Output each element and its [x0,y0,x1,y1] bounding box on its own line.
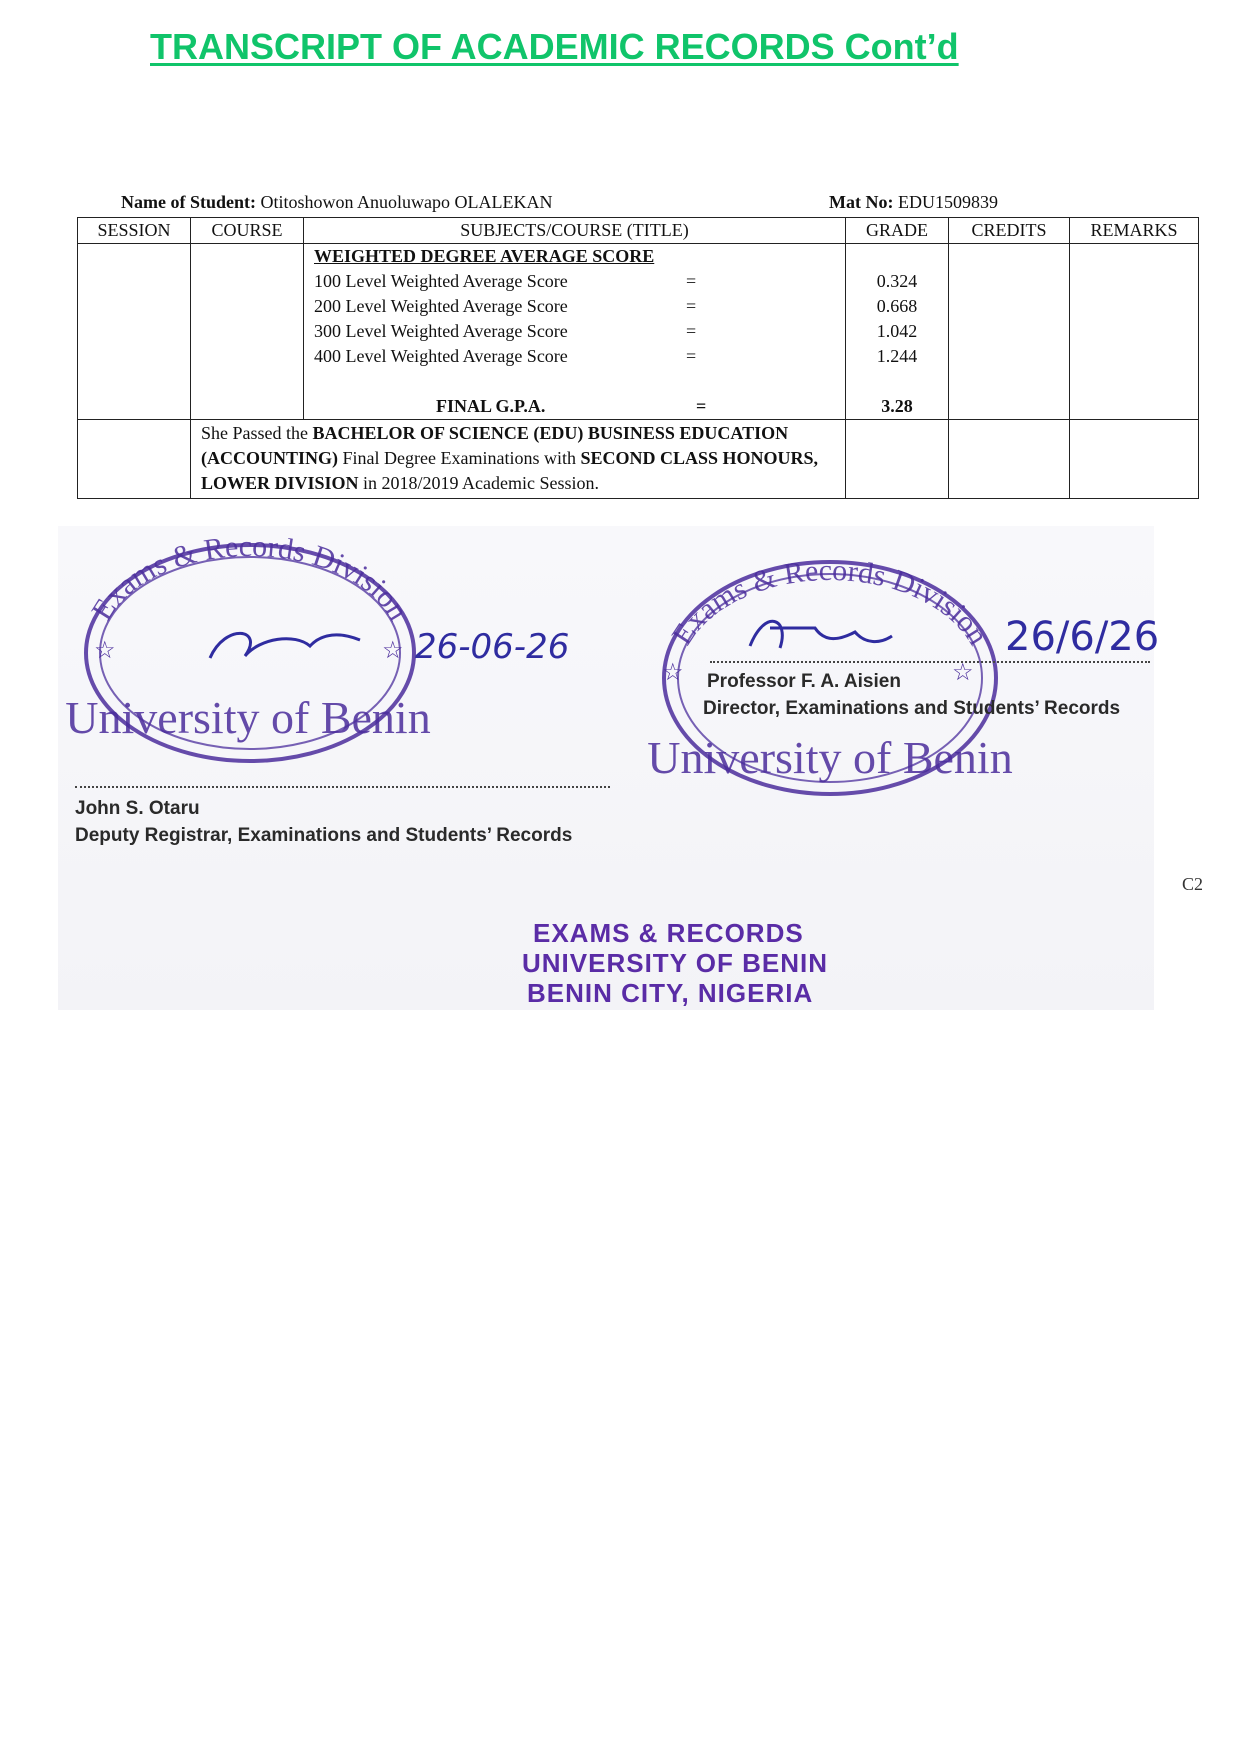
right-signature-date: 26/6/26 [1005,614,1160,660]
equals-sign: = [696,396,707,416]
right-signature-line [710,661,1150,663]
mat-no-value: EDU1509839 [897,192,998,212]
grade-value: 0.324 [876,271,918,291]
left-signature-date: 26-06-26 [415,627,570,667]
column-header-credits: CREDITS [949,218,1070,244]
course-cell [191,244,304,420]
page-code: C2 [1182,874,1204,894]
svg-text:Exams & Records Division [85,530,415,626]
final-gpa-label: FINAL G.P.A. [436,396,546,416]
right-signer-name: Professor F. A. Aisien [707,671,901,692]
grade-cell [846,420,949,499]
grade-value: 0.668 [876,296,918,316]
right-signature-icon [750,621,892,648]
transcript-table [77,217,1199,499]
level-row [314,294,835,319]
student-name-value: Otitoshowon Anuoluwapo OLALEKAN [260,192,553,212]
equals-sign: = [686,321,697,341]
right-stamp-bottom-text: University of Benin [647,732,1013,783]
equals-sign: = [686,271,697,291]
student-name-line [121,192,552,213]
final-gpa-row [314,394,835,419]
right-stamp-top-text: Exams & Records Division [665,553,995,651]
left-signature-line [75,786,610,788]
degree-statement: She Passed the BACHELOR OF SCIENCE (EDU) BUSINESS EDUCATION (ACCOUNTING) Final Degree Examinations with SECOND CLASS HONOURS, LOWER DIVISION in 2018/2019 Academic Session. [201,423,819,493]
credits-cell [949,244,1070,420]
mat-no-label: Mat No: [829,192,894,212]
left-university-stamp [60,528,570,768]
level-label: 300 Level Weighted Average Score [314,321,568,341]
svg-text:Exams & Records Division [665,554,994,651]
table-row [78,244,1199,420]
star-icon: ☆ [952,660,974,686]
grade-cell [846,244,949,420]
level-label: 400 Level Weighted Average Score [314,346,568,366]
level-label: 200 Level Weighted Average Score [314,296,568,316]
table-row [78,420,1199,499]
star-icon: ☆ [94,638,116,664]
mat-no-line [829,192,998,213]
left-signer-title: Deputy Registrar, Examinations and Students’ Records [75,825,573,846]
remarks-cell [1070,420,1199,499]
column-header-course: COURSE [191,218,304,244]
final-gpa-value: 3.28 [881,396,913,416]
star-icon: ☆ [382,638,404,664]
level-label: 100 Level Weighted Average Score [314,271,568,291]
degree-statement-cell [191,420,846,499]
column-header-subjects: SUBJECTS/COURSE (TITLE) [304,218,846,244]
bottom-stamp-line: UNIVERSITY OF BENIN [522,948,829,978]
left-stamp-bottom-text: University of Benin [65,692,431,743]
student-name-label: Name of Student: [121,192,256,212]
column-header-remarks: REMARKS [1070,218,1199,244]
column-header-grade: GRADE [846,218,949,244]
grade-value: 1.244 [876,346,918,366]
session-cell [78,420,191,499]
level-row [314,269,835,294]
star-icon: ☆ [662,660,684,686]
right-signer-title: Director, Examinations and Students’ Records [703,698,1121,719]
equals-sign: = [686,296,697,316]
column-header-session: SESSION [78,218,191,244]
grade-value: 1.042 [876,321,918,341]
bottom-stamp-line: EXAMS & RECORDS [533,918,804,948]
credits-cell [949,420,1070,499]
table-header-row [78,218,1199,244]
equals-sign: = [686,346,697,366]
left-signature-icon [210,633,360,658]
remarks-cell [1070,244,1199,420]
subjects-cell [304,244,846,420]
document-title: TRANSCRIPT OF ACADEMIC RECORDS Cont’d [150,26,959,67]
bottom-stamp-line: BENIN CITY, NIGERIA [527,978,814,1008]
section-heading: WEIGHTED DEGREE AVERAGE SCORE [314,246,655,266]
session-cell [78,244,191,420]
left-stamp-top-text: Exams & Records Division [85,529,415,626]
level-row [314,344,835,369]
left-signer-name: John S. Otaru [75,798,200,819]
level-row [314,319,835,344]
